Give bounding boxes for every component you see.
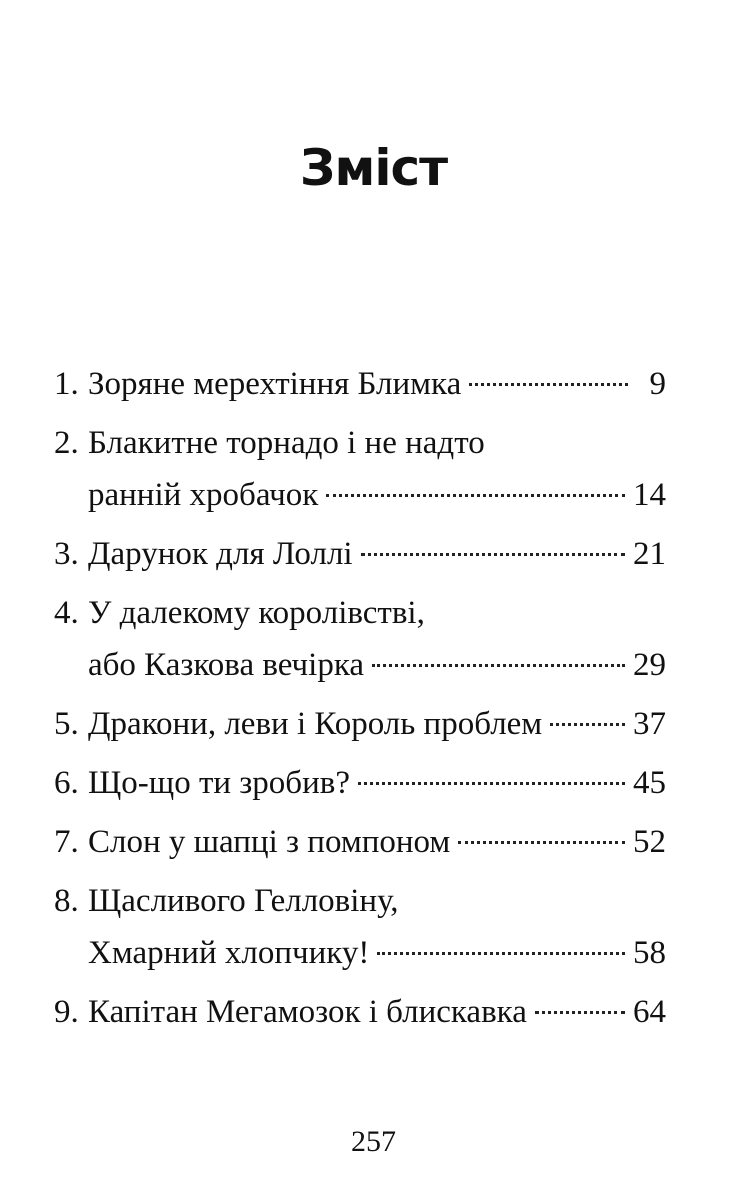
toc-entry-8[interactable] xyxy=(54,875,666,979)
toc-title: Що-що ти зробив? xyxy=(88,765,350,801)
toc-number: 7. xyxy=(54,824,79,860)
dot-leader xyxy=(458,841,625,844)
toc-title: У далекому королівстві, xyxy=(88,595,425,631)
toc-title-continued: Хмарний хлопчику! xyxy=(88,935,370,971)
toc-title-continued: або Казкова вечірка xyxy=(88,647,365,683)
toc-page-number: 64 xyxy=(633,994,666,1030)
toc-number: 3. xyxy=(54,536,79,572)
toc-entry-4[interactable] xyxy=(54,587,666,691)
dot-leader xyxy=(377,952,625,955)
page-title: Зміст xyxy=(299,139,448,197)
toc-page-number: 29 xyxy=(633,647,666,683)
dot-leader xyxy=(358,782,625,785)
toc-number: 5. xyxy=(54,706,79,742)
toc-title: Слон у шапці з помпоном xyxy=(88,824,451,860)
toc-number: 2. xyxy=(54,425,79,461)
toc-number: 1. xyxy=(54,366,79,402)
toc-entry-2[interactable] xyxy=(54,417,666,521)
toc-number: 8. xyxy=(54,883,79,919)
dot-leader xyxy=(535,1011,625,1014)
toc-number: 6. xyxy=(54,765,79,801)
toc-title: Щасливого Гелловіну, xyxy=(88,883,399,919)
toc-number: 9. xyxy=(54,994,79,1030)
dot-leader xyxy=(469,383,628,386)
toc-page-number: 37 xyxy=(633,706,666,742)
toc-title: Дракони, леви і Король проблем xyxy=(88,706,543,742)
toc-page-number: 9 xyxy=(649,366,666,402)
page-number-footer: 257 xyxy=(351,1125,396,1158)
toc-title: Капітан Мегамозок і блискавка xyxy=(88,994,527,1030)
toc-title: Блакитне торнадо і не надто xyxy=(88,425,485,461)
toc-title: Дарунок для Лоллі xyxy=(88,536,353,572)
toc-entry-7[interactable] xyxy=(54,816,666,868)
dot-leader xyxy=(326,494,625,497)
toc-entry-1[interactable] xyxy=(54,358,666,410)
toc-page-number: 14 xyxy=(633,477,666,513)
toc-page-number: 45 xyxy=(633,765,666,801)
toc-title: Зоряне мерехтіння Блимка xyxy=(88,366,462,402)
toc-page-number: 21 xyxy=(633,536,666,572)
table-of-contents xyxy=(54,358,666,1038)
toc-entry-3[interactable] xyxy=(54,528,666,580)
toc-entry-6[interactable] xyxy=(54,757,666,809)
dot-leader xyxy=(550,723,625,726)
toc-page-number: 58 xyxy=(633,935,666,971)
toc-entry-5[interactable] xyxy=(54,698,666,750)
dot-leader xyxy=(372,664,625,667)
toc-page-number: 52 xyxy=(633,824,666,860)
toc-number: 4. xyxy=(54,595,79,631)
toc-entry-9[interactable] xyxy=(54,986,666,1038)
toc-title-continued: ранній хробачок xyxy=(88,477,319,513)
dot-leader xyxy=(361,553,625,556)
